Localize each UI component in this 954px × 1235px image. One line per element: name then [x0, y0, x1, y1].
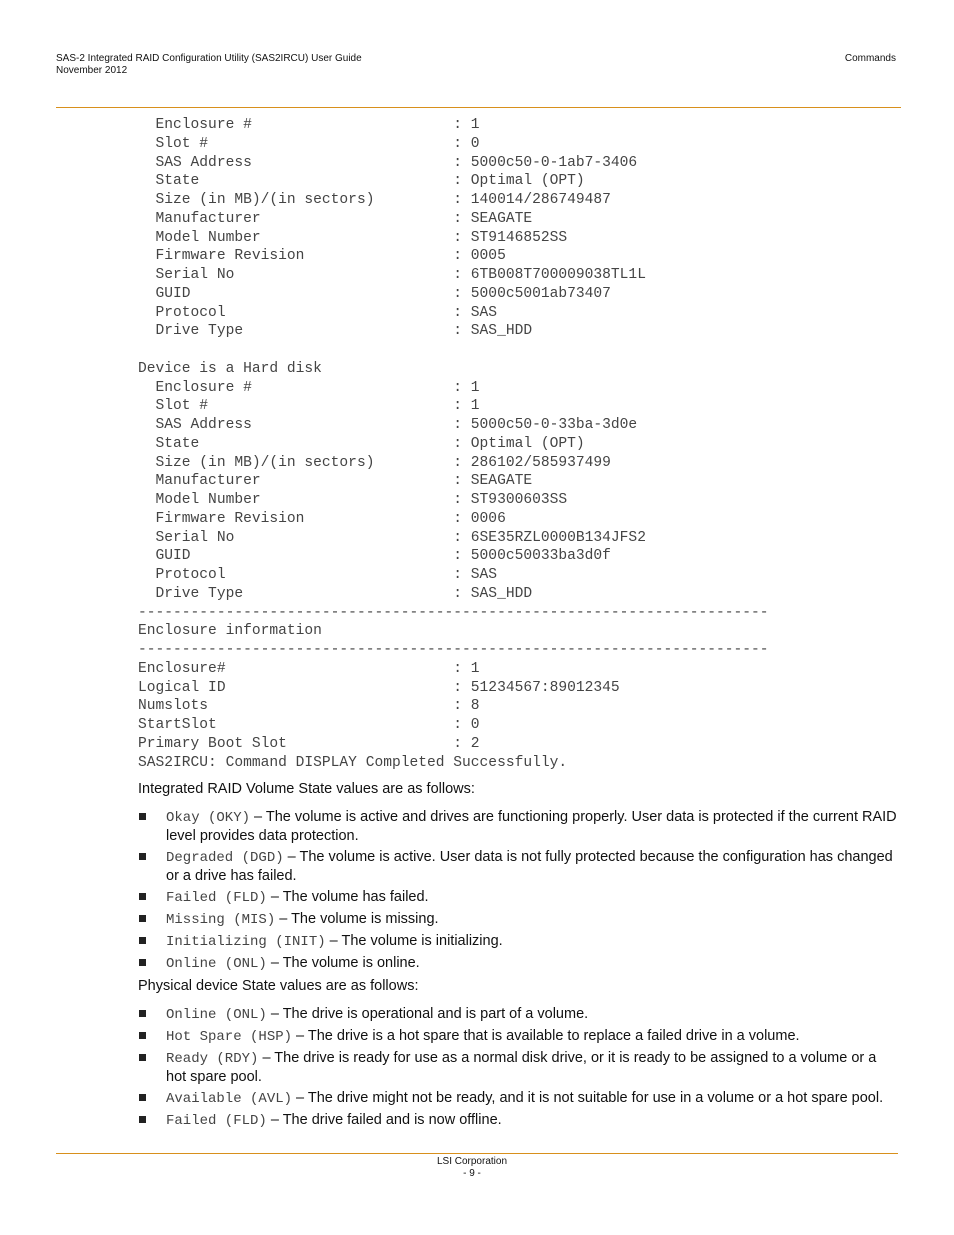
bullet-square-icon [139, 893, 146, 900]
volume-states-list [138, 808, 898, 976]
code-line: Slot # : 0 [138, 135, 480, 152]
state-list-item [138, 1089, 898, 1108]
code-line: Numslots : 8 [138, 698, 480, 715]
state-description: – The drive is operational and is part of a volume. [266, 1006, 589, 1022]
bullet-square-icon [139, 915, 146, 922]
document-title: SAS-2 Integrated RAID Configuration Utility (SAS2IRCU) User Guide [56, 53, 362, 64]
state-code: Initializing (INIT) [166, 934, 326, 950]
state-list-item [138, 808, 898, 845]
state-code: Hot Spare (HSP) [166, 1029, 293, 1045]
bullet-square-icon [139, 1054, 146, 1061]
state-description: – The volume is active and drives are functioning properly. User data is protected if the current RAID level provides data protection. [166, 809, 897, 844]
bullet-square-icon [139, 1094, 146, 1101]
state-list-item [138, 888, 898, 907]
state-description: – The volume is initializing. [325, 933, 503, 949]
header-divider [56, 107, 901, 108]
state-code: Ready (RDY) [166, 1051, 259, 1067]
code-line: Manufacturer : SEAGATE [138, 473, 533, 490]
code-line: Serial No : 6TB008T700009038TL1L [138, 267, 646, 283]
footer-company: LSI Corporation [436, 1156, 508, 1167]
code-line: Enclosure information [138, 623, 322, 640]
bullet-square-icon [139, 853, 146, 860]
code-line [138, 341, 769, 360]
command-output-block [138, 116, 769, 772]
code-line: State : Optimal (OPT) [138, 435, 585, 452]
bullet-square-icon [139, 1032, 146, 1039]
state-list-item [138, 910, 898, 929]
code-line: Size (in MB)/(in sectors) : 140014/286749487 [138, 192, 611, 208]
code-line: Protocol : SAS [138, 304, 498, 321]
code-line: GUID : 5000c50033ba3d0f [138, 548, 611, 565]
code-line: Protocol : SAS [138, 567, 498, 583]
code-line: Size (in MB)/(in sectors) : 286102/585937499 [138, 454, 611, 471]
bullet-square-icon [139, 1010, 146, 1017]
code-line: State : Optimal (OPT) [138, 173, 585, 190]
state-description: – The drive might not be ready, and it is not suitable for use in a volume or a hot spare pool. [292, 1090, 884, 1106]
section-name: Commands [844, 53, 896, 64]
state-description: – The volume is active. User data is not fully protected because the configuration has changed or a drive has failed. [166, 849, 893, 884]
state-list-item [138, 1111, 898, 1130]
state-description: – The drive is a hot spare that is available to replace a failed drive in a volume. [292, 1028, 800, 1044]
state-list-item [138, 954, 898, 973]
state-description: – The drive is ready for use as a normal disk drive, or it is ready to be assigned to a volume or a hot spare pool. [166, 1050, 877, 1085]
code-line: Firmware Revision : 0006 [138, 510, 506, 527]
physical-states-intro: Physical device State values are as follows: [138, 978, 419, 994]
state-list-item [138, 1005, 898, 1024]
code-line: Drive Type : SAS_HDD [138, 585, 533, 602]
footer-divider [56, 1153, 898, 1154]
code-line: StartSlot : 0 [138, 717, 480, 733]
state-code: Failed (FLD) [166, 890, 267, 906]
code-line: Model Number : ST9300603SS [138, 492, 568, 508]
state-code: Missing (MIS) [166, 912, 276, 928]
state-description: – The volume is online. [266, 955, 420, 971]
code-line: Slot # : 1 [138, 398, 480, 415]
code-line: Manufacturer : SEAGATE [138, 210, 533, 227]
code-line: ------------------------------------------------------------------------ [138, 642, 769, 658]
state-list-item [138, 1049, 898, 1086]
code-line: Device is a Hard disk [138, 360, 322, 377]
code-line: Firmware Revision : 0005 [138, 248, 506, 265]
document-date: November 2012 [56, 65, 128, 76]
code-line: Serial No : 6SE35RZL0000B134JFS2 [138, 529, 646, 546]
page-header [56, 53, 362, 77]
state-list-item [138, 932, 898, 951]
code-line: Primary Boot Slot : 2 [138, 735, 480, 752]
physical-states-list [138, 1005, 898, 1133]
state-code: Online (ONL) [166, 956, 267, 972]
code-line: SAS Address : 5000c50-0-1ab7-3406 [138, 154, 638, 171]
code-line: ------------------------------------------------------------------------ [138, 604, 769, 621]
bullet-square-icon [139, 937, 146, 944]
code-line: GUID : 5000c5001ab73407 [138, 285, 611, 302]
state-code: Available (AVL) [166, 1091, 293, 1107]
state-code: Okay (OKY) [166, 810, 251, 826]
code-line: Logical ID : 51234567:89012345 [138, 679, 620, 696]
state-list-item [138, 1027, 898, 1046]
bullet-square-icon [139, 1116, 146, 1123]
code-line: Drive Type : SAS_HDD [138, 323, 533, 340]
code-line: Model Number : ST9146852SS [138, 229, 568, 246]
state-description: – The volume is missing. [275, 911, 439, 927]
state-code: Failed (FLD) [166, 1113, 267, 1129]
state-description: – The drive failed and is now offline. [266, 1112, 502, 1128]
code-line: Enclosure# : 1 [138, 660, 480, 677]
state-code: Online (ONL) [166, 1007, 267, 1023]
code-line: SAS2IRCU: Command DISPLAY Completed Successfully. [138, 754, 568, 771]
bullet-square-icon [139, 813, 146, 820]
state-description: – The volume has failed. [266, 889, 429, 905]
volume-states-intro: Integrated RAID Volume State values are as follows: [138, 781, 475, 797]
bullet-square-icon [139, 959, 146, 966]
code-line: Enclosure # : 1 [138, 117, 480, 133]
page-footer [0, 1156, 944, 1180]
code-line: SAS Address : 5000c50-0-33ba-3d0e [138, 417, 638, 433]
code-line: Enclosure # : 1 [138, 379, 480, 396]
page-number: - 9 - [463, 1168, 481, 1179]
state-list-item [138, 848, 898, 885]
state-code: Degraded (DGD) [166, 850, 284, 866]
